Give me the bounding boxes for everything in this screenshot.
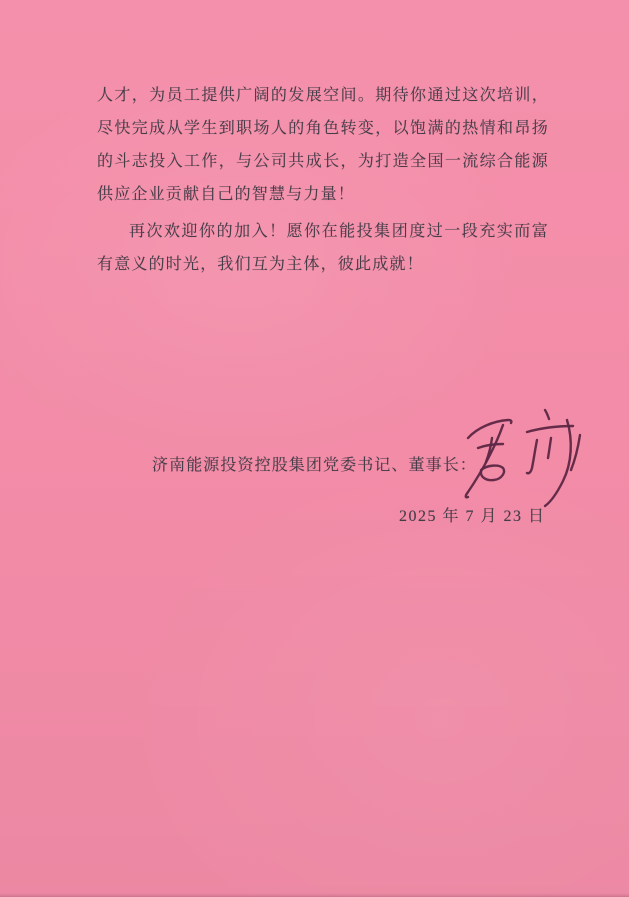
- signature-title-line: 济南能源投资控股集团党委书记、董事长：: [152, 457, 477, 474]
- letter-date: 2025 年 7 月 23 日: [399, 508, 546, 525]
- scan-shadow-edge: [0, 893, 629, 897]
- letter-body: [97, 79, 549, 281]
- handwritten-signature: [455, 400, 605, 515]
- letter-paragraph-1: 人才，为员工提供广阔的发展空间。期待你通过这次培训，尽快完成从学生到职场人的角色转变，以饱满的热情和昂扬的斗志投入工作，与公司共成长，为打造全国一流综合能源供应企业贡献自己的智慧与力量！: [97, 87, 549, 203]
- letter-paragraph-2: 再次欢迎你的加入！愿你在能投集团度过一段充实而富有意义的时光，我们互为主体，彼此成就！: [97, 223, 549, 273]
